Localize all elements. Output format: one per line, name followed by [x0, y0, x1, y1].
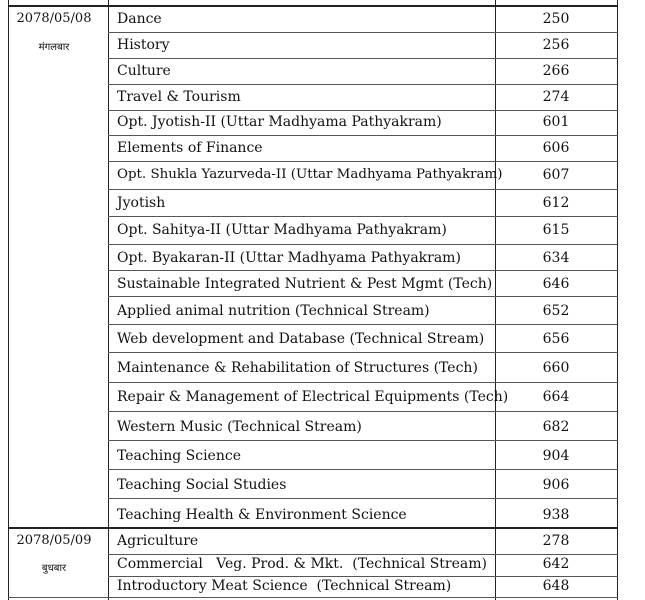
subject-cell: Repair & Management of Electrical Equipments (Tech) [117, 389, 509, 405]
code-cell: 250 [542, 11, 570, 27]
subject-cell: Commercial Veg. Prod. & Mkt. (Technical Stream) [117, 556, 487, 572]
row-divider [108, 469, 618, 470]
row-divider [108, 324, 618, 325]
code-cell: 664 [542, 389, 570, 405]
subject-cell: Maintenance & Rehabilitation of Structures (Tech) [117, 360, 478, 376]
table-left-border [8, 0, 9, 600]
row-divider [108, 498, 618, 499]
exam-day: मंगलबार [38, 42, 70, 53]
code-column-divider [495, 0, 496, 600]
subject-cell: Sustainable Integrated Nutrient & Pest Mgmt (Tech) [117, 276, 493, 292]
row-divider [108, 270, 618, 271]
code-cell: 652 [542, 303, 570, 319]
subject-cell: History [117, 37, 170, 53]
row-divider [108, 135, 618, 136]
row-divider [108, 440, 618, 441]
code-cell: 642 [542, 556, 570, 572]
exam-date: 2078/05/08 [16, 11, 92, 26]
subject-cell: Opt. Sahitya-II (Uttar Madhyama Pathyakram) [117, 222, 447, 238]
subject-cell: Introductory Meat Science (Technical Stream) [117, 578, 452, 594]
row-divider [108, 58, 618, 59]
row-divider [108, 296, 618, 297]
subject-cell: Teaching Health & Environment Science [117, 507, 407, 523]
code-cell: 256 [542, 37, 570, 53]
row-divider [108, 382, 618, 383]
subject-cell: Dance [117, 11, 162, 27]
subject-cell: Teaching Social Studies [117, 477, 287, 493]
exam-day: बुधबार [41, 563, 67, 574]
subject-cell: Western Music (Technical Stream) [117, 419, 362, 435]
subject-cell: Web development and Database (Technical Stream) [117, 331, 485, 347]
subject-cell: Opt. Shukla Yazurveda-II (Uttar Madhyama Pathyakram) [117, 167, 503, 182]
code-cell: 606 [542, 140, 570, 156]
subject-cell: Elements of Finance [117, 140, 263, 156]
code-cell: 656 [542, 331, 570, 347]
code-cell: 906 [542, 477, 570, 493]
code-cell: 648 [542, 578, 570, 594]
row-divider [108, 84, 618, 85]
subject-cell: Agriculture [117, 533, 199, 549]
date-column-divider [108, 0, 109, 600]
subject-cell: Opt. Byakaran-II (Uttar Madhyama Pathyakram) [117, 250, 461, 266]
code-cell: 682 [542, 419, 570, 435]
table-bottom-border [8, 597, 618, 598]
code-cell: 904 [542, 448, 570, 464]
row-divider [108, 554, 618, 555]
subject-cell: Applied animal nutrition (Technical Stream) [117, 303, 430, 319]
subject-cell: Jyotish [117, 195, 166, 211]
row-divider [108, 110, 618, 111]
row-divider [108, 189, 618, 190]
row-divider [108, 216, 618, 217]
row-divider [108, 32, 618, 33]
code-cell: 615 [542, 222, 570, 238]
code-cell: 601 [542, 114, 570, 130]
subject-cell: Opt. Jyotish-II (Uttar Madhyama Pathyakram) [117, 114, 442, 130]
table-right-border [617, 0, 618, 600]
subject-cell: Teaching Science [117, 448, 241, 464]
row-divider [108, 411, 618, 412]
row-divider [108, 576, 618, 577]
code-cell: 660 [542, 360, 570, 376]
row-divider [108, 161, 618, 162]
code-cell: 938 [542, 507, 570, 523]
subject-cell: Travel & Tourism [117, 89, 241, 105]
code-cell: 278 [542, 533, 570, 549]
code-cell: 634 [542, 250, 570, 266]
row-divider [108, 244, 618, 245]
code-cell: 612 [542, 195, 570, 211]
exam-date: 2078/05/09 [16, 533, 92, 548]
code-cell: 646 [542, 276, 570, 292]
group-separator [8, 527, 618, 529]
table-top-border [8, 5, 618, 7]
code-cell: 274 [542, 89, 570, 105]
subject-cell: Culture [117, 63, 171, 79]
code-cell: 607 [542, 167, 570, 183]
row-divider [108, 352, 618, 353]
code-cell: 266 [542, 63, 570, 79]
